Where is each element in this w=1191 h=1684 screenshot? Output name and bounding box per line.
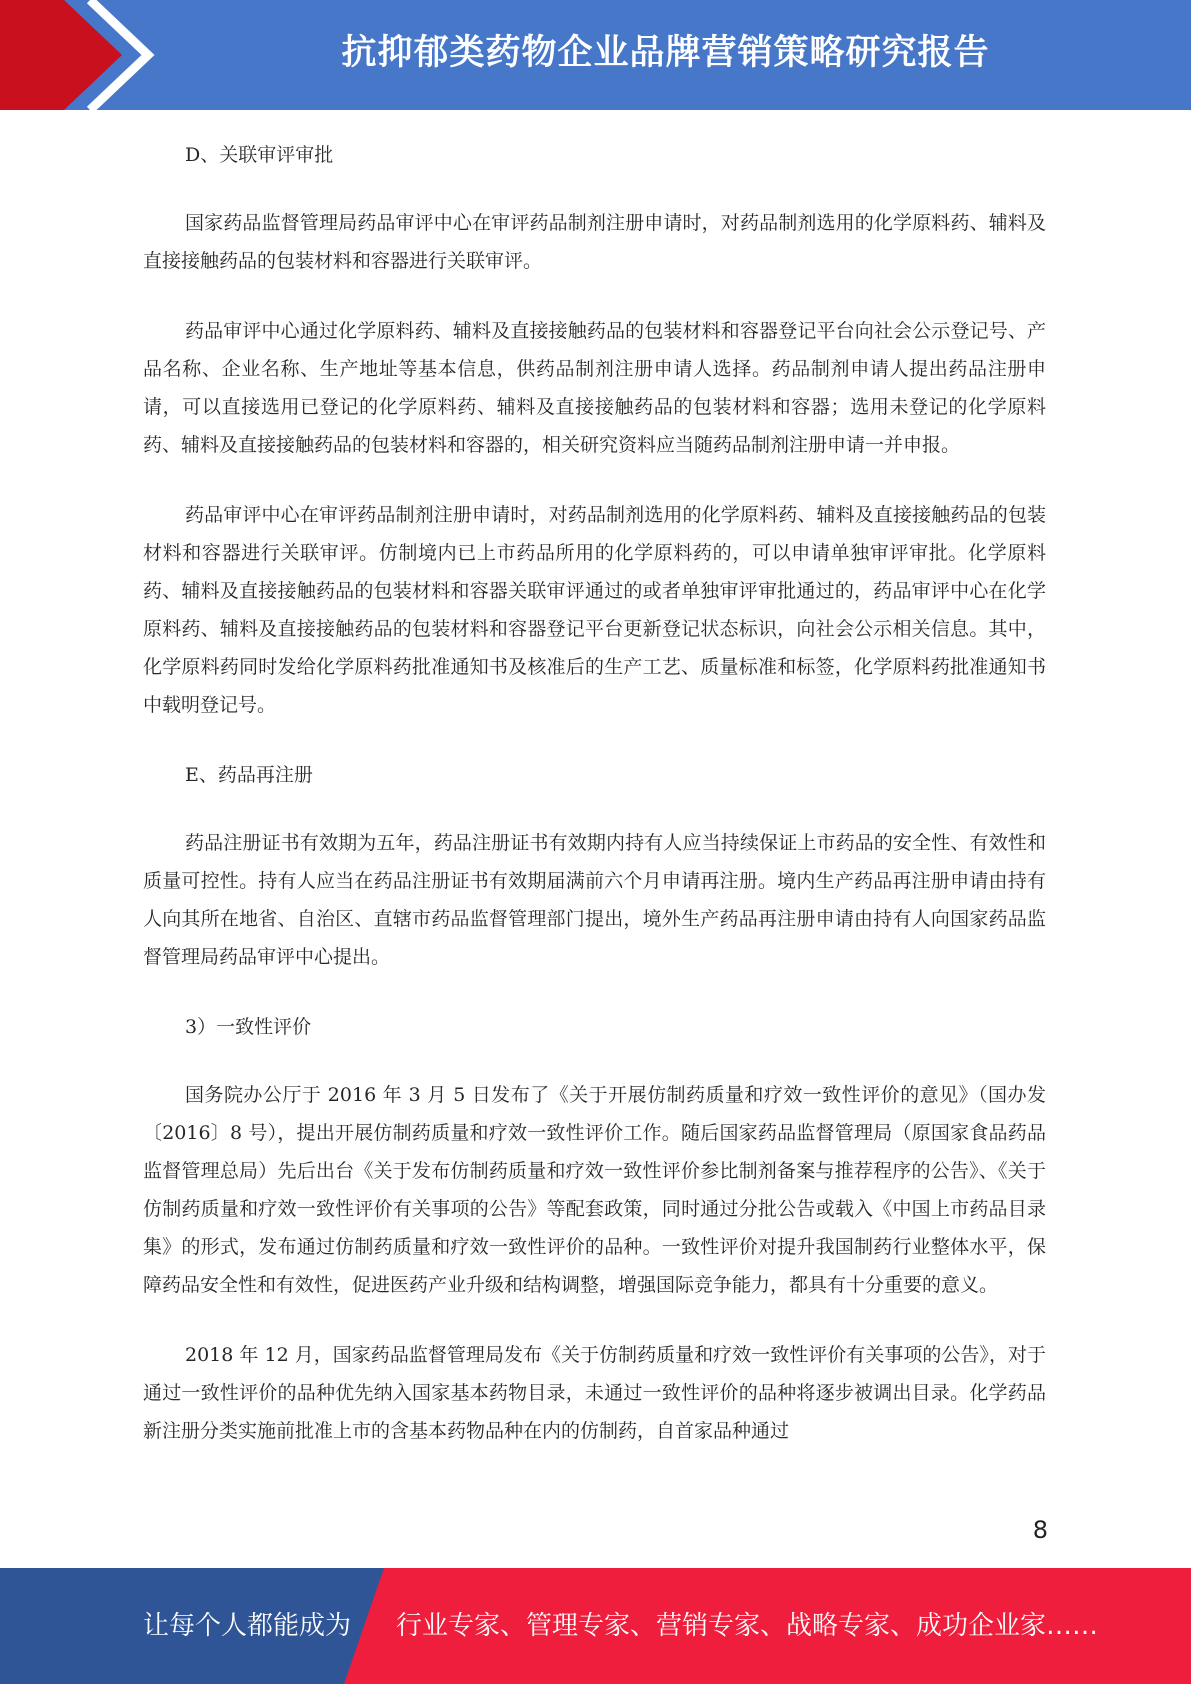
paragraph: 药品审评中心在审评药品制剂注册申请时，对药品制剂选用的化学原料药、辅料及直接接触药品的包装材料和容器进行关联审评。仿制境内已上市药品所用的化学原料药的，可以申请单独审评审批。化学原料药、辅料及直接接触药品的包装材料和容器关联审评通过的或者单独审评审批通过的，药品审评中心在化学原料药、辅料及直接接触药品的包装材料和容器登记平台更新登记状态标识，向社会公示相关信息。其中，化学原料药同时发给化学原料药批准通知书及核准后的生产工艺、质量标准和标签，化学原料药批准通知书中载明登记号。 bbox=[143, 504, 1046, 716]
paragraph: 药品审评中心通过化学原料药、辅料及直接接触药品的包装材料和容器登记平台向社会公示登记号、产品名称、企业名称、生产地址等基本信息，供药品制剂注册申请人选择。药品制剂申请人提出药品注册申请，可以直接选用已登记的化学原料药、辅料及直接接触药品的包装材料和容器；选用未登记的化学原料药、辅料及直接接触药品的包装材料和容器的，相关研究资料应当随药品制剂注册申请一并申报。 bbox=[143, 320, 1046, 456]
section-heading-e: E、药品再注册 bbox=[185, 764, 313, 786]
section-heading-d: D、关联审评审批 bbox=[185, 144, 334, 166]
paragraph: 药品注册证书有效期为五年，药品注册证书有效期内持有人应当持续保证上市药品的安全性、有效性和质量可控性。持有人应当在药品注册证书有效期届满前六个月申请再注册。境内生产药品再注册申请由持有人向其所在地省、自治区、直辖市药品监督管理部门提出，境外生产药品再注册申请由持有人向国家药品监督管理局药品审评中心提出。 bbox=[143, 832, 1046, 968]
paragraph: 2018 年 12 月，国家药品监督管理局发布《关于仿制药质量和疗效一致性评价有关事项的公告》，对于通过一致性评价的品种优先纳入国家基本药物目录，未通过一致性评价的品种将逐步被调出目录。化学药品新注册分类实施前批准上市的含基本药物品种在内的仿制药，自首家品种通过 bbox=[143, 1344, 1046, 1442]
section-heading-3: 3）一致性评价 bbox=[185, 1016, 312, 1038]
header-banner bbox=[0, 0, 1191, 110]
document-body bbox=[143, 136, 1046, 1482]
document-title: 抗抑郁类药物企业品牌营销策略研究报告 bbox=[341, 33, 990, 73]
footer-slogan-right: 行业专家、管理专家、营销专家、战略专家、成功企业家…… bbox=[396, 1611, 1099, 1641]
paragraph: 国家药品监督管理局药品审评中心在审评药品制剂注册申请时，对药品制剂选用的化学原料药、辅料及直接接触药品的包装材料和容器进行关联审评。 bbox=[143, 212, 1046, 272]
footer-slogan-left: 让每个人都能成为 bbox=[143, 1611, 352, 1641]
header-arrow-decoration bbox=[0, 0, 160, 110]
paragraph: 国务院办公厅于 2016 年 3 月 5 日发布了《关于开展仿制药质量和疗效一致性评价的意见》（国办发〔2016〕8 号），提出开展仿制药质量和疗效一致性评价工作。随后国家药品监督管理局（原国家食品药品监督管理总局）先后出台《关于发布仿制药质量和疗效一致性评价参比制剂备案与推荐程序的公告》、《关于仿制药质量和疗效一致性评价有关事项的公告》等配套政策，同时通过分批公告或载入《中国上市药品目录集》的形式，发布通过仿制药质量和疗效一致性评价的品种。一致性评价对提升我国制药行业整体水平，保障药品安全性和有效性，促进医药产业升级和结构调整，增强国际竞争能力，都具有十分重要的意义。 bbox=[143, 1084, 1046, 1296]
footer-banner bbox=[0, 1568, 1191, 1684]
page-number: 8 bbox=[1032, 1516, 1048, 1544]
